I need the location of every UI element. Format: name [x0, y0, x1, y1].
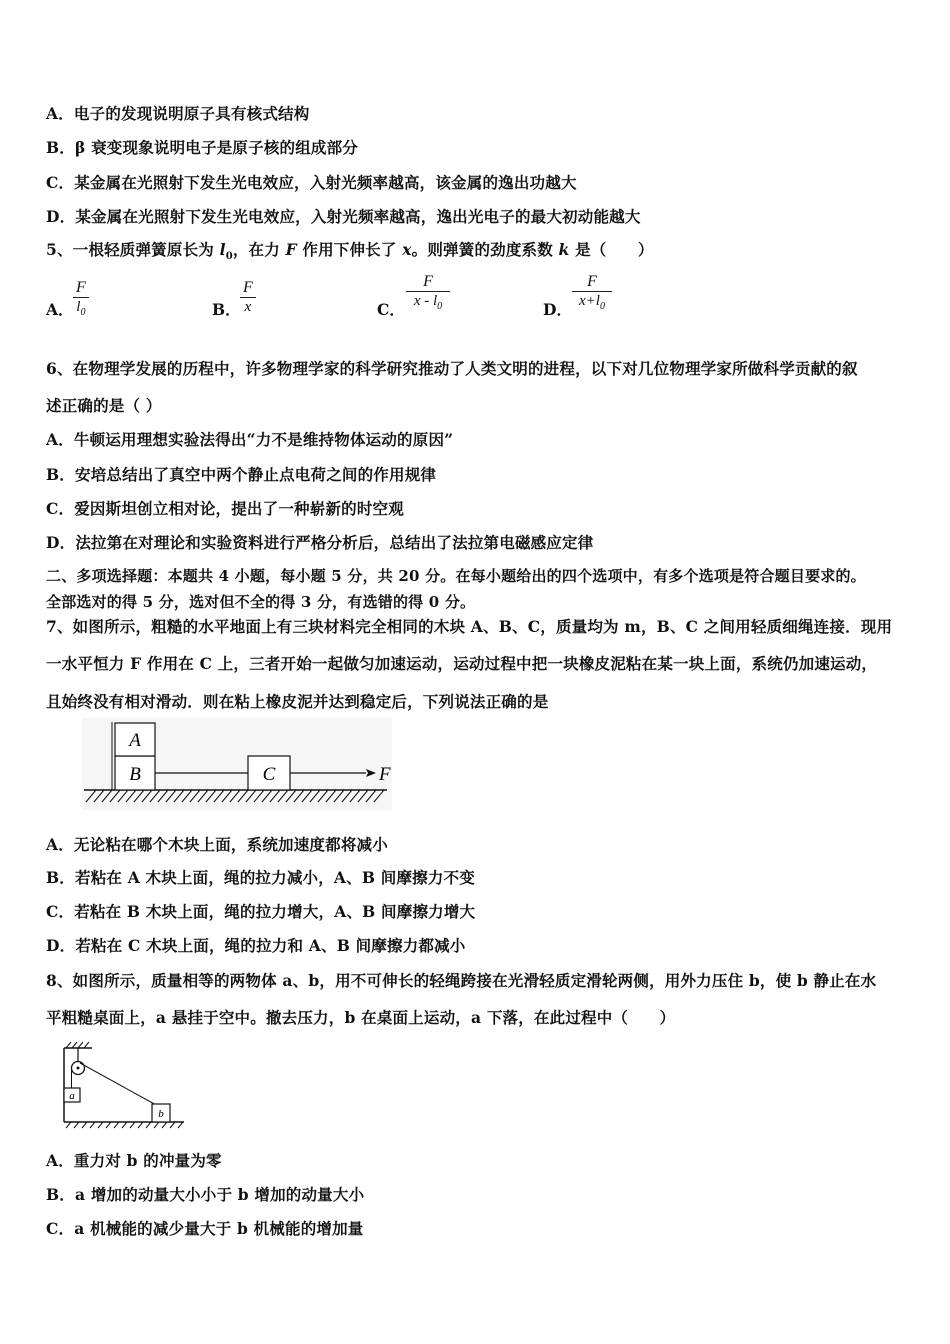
q8-stem-line1: 8、如图所示，质量相等的两物体 a、b，用不可伸长的轻绳跨接在光滑轻质定滑轮两侧，用外力压住 b，使 b 静止在水: [46, 971, 877, 990]
q8-figure: [58, 1040, 190, 1130]
q8-option-a: A．重力对 b 的冲量为零: [46, 1151, 222, 1170]
q7-option-b: B．若粘在 A 木块上面，绳的拉力减小，A、B 间摩擦力不变: [46, 868, 475, 887]
q5-option-d-label: D．: [543, 300, 572, 319]
q7-option-a: A．无论粘在哪个木块上面，系统加速度都将减小: [46, 835, 388, 854]
q5-option-b-fraction: F x: [240, 279, 256, 316]
q8-option-c: C．a 机械能的减少量大于 b 机械能的增加量: [46, 1219, 364, 1238]
q5-option-d-fraction: F $x+l_0$: [572, 273, 612, 316]
section2-heading-line1: 二、多项选择题：本题共 4 小题，每小题 5 分，共 20 分。在每小题给出的四个选项中，有多个选项是符合题目要求的。: [46, 567, 866, 585]
q4-option-b: B．β 衰变现象说明电子是原子核的组成部分: [46, 138, 358, 157]
q6-stem-line1: 6、在物理学发展的历程中，许多物理学家的科学研究推动了人类文明的进程，以下对几位物理学家所做科学贡献的叙: [46, 359, 858, 378]
q7-option-c: C．若粘在 B 木块上面，绳的拉力增大，A、B 间摩擦力增大: [46, 902, 476, 921]
q7-stem-line2: 一水平恒力 F 作用在 C 上，三者开始一起做匀加速运动，运动过程中把一块橡皮泥粘在某一块上面，系统仍加速运动，: [46, 654, 878, 673]
q6-option-d: D．法拉第在对理论和实验资料进行严格分析后，总结出了法拉第电磁感应定律: [46, 533, 594, 552]
q7-block-c-label: C: [262, 764, 276, 785]
q4-option-d: D．某金属在光照射下发生光电效应，入射光频率越高，逸出光电子的最大初动能越大: [46, 207, 641, 226]
q5-option-c-label: C．: [377, 300, 405, 319]
q5-stem: 5、一根轻质弹簧原长为 $l_0$，在力 F 作用下伸长了 x。则弹簧的劲度系数 k 是（ ）: [46, 240, 654, 263]
q7-figure: [82, 718, 392, 810]
q8-block-a-label: a: [69, 1090, 75, 1102]
q7-force-label: F: [379, 764, 391, 785]
q6-option-c: C．爱因斯坦创立相对论，提出了一种崭新的时空观: [46, 499, 404, 518]
q8-block-b-label: b: [158, 1108, 164, 1120]
section2-heading-line2: 全部选对的得 5 分，选对但不全的得 3 分，有选错的得 0 分。: [46, 593, 476, 611]
q7-stem-line1: 7、如图所示，粗糙的水平地面上有三块材料完全相同的木块 A、B、C，质量均为 m，B、C 之间用轻质细绳连接．现用: [46, 617, 893, 636]
q6-option-b: B．安培总结出了真空中两个静止点电荷之间的作用规律: [46, 465, 437, 484]
q6-option-a: A．牛顿运用理想实验法得出“力不是维持物体运动的原因”: [46, 430, 454, 449]
q5-option-c-fraction: F x - $l_0$: [406, 273, 450, 316]
q5-option-a-fraction: F $l_0$: [73, 279, 89, 322]
q5-option-b-label: B．: [212, 300, 241, 319]
q7-block-b-label: B: [129, 764, 141, 785]
q8-stem-line2: 平粗糙桌面上，a 悬挂于空中。撤去压力，b 在桌面上运动，a 下落，在此过程中（ ）: [46, 1008, 676, 1027]
q7-option-d: D．若粘在 C 木块上面，绳的拉力和 A、B 间摩擦力都减小: [46, 936, 466, 955]
q8-option-b: B．a 增加的动量大小小于 b 增加的动量大小: [46, 1185, 365, 1204]
q6-stem-line2: 述正确的是（ ）: [46, 396, 162, 415]
q8-rope: [80, 1063, 158, 1106]
q7-block-a-label: A: [129, 730, 141, 751]
q5-option-a-label: A．: [46, 300, 74, 319]
q4-option-a: A．电子的发现说明原子具有核式结构: [46, 104, 310, 123]
q7-stem-line3: 且始终没有相对滑动．则在粘上橡皮泥并达到稳定后，下列说法正确的是: [46, 692, 549, 711]
q4-option-c: C．某金属在光照射下发生光电效应，入射光频率越高，该金属的逸出功越大: [46, 173, 577, 192]
